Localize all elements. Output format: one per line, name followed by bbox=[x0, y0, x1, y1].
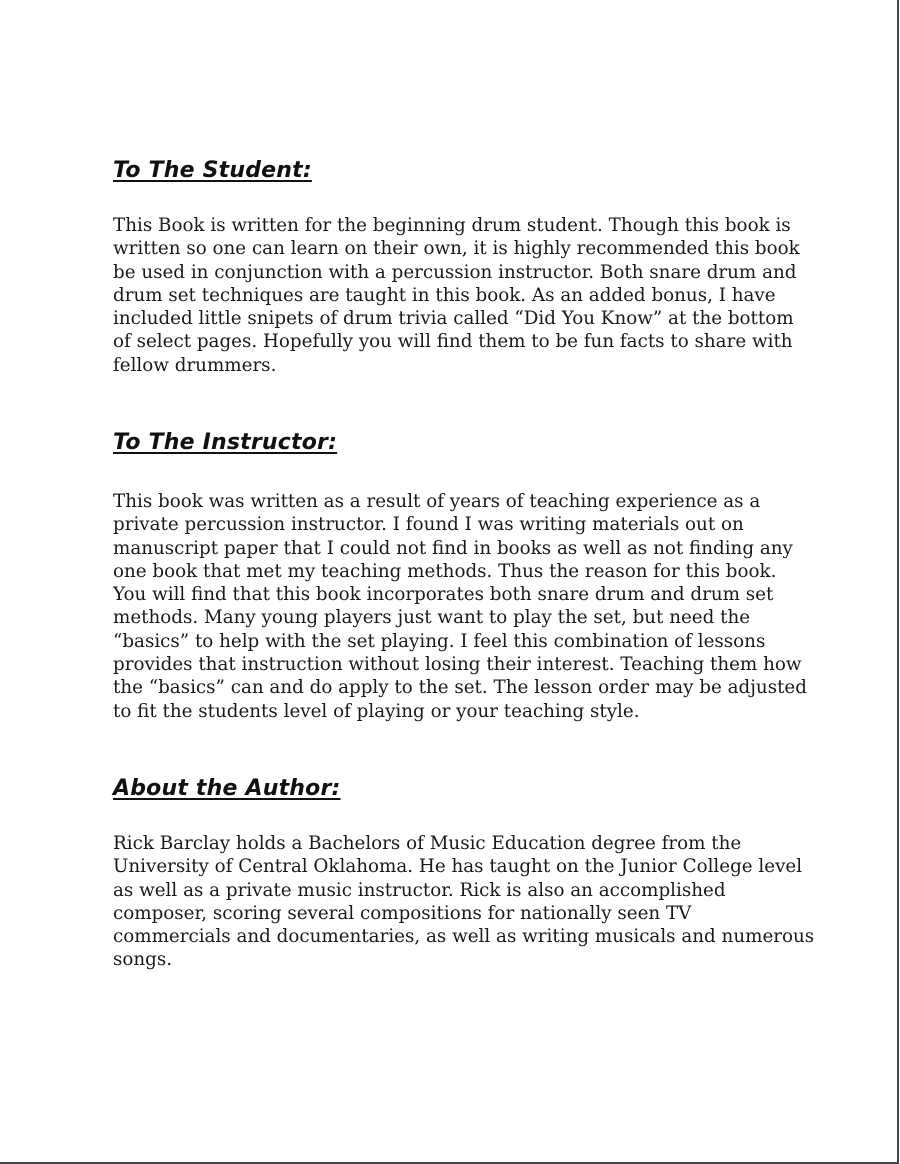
section-heading-author: About the Author: bbox=[113, 776, 341, 801]
paragraph-line: as well as a private music instructor. Rick is also an accomplished bbox=[113, 879, 726, 901]
paragraph-line: one book that met my teaching methods. Thus the reason for this book. bbox=[113, 560, 777, 582]
paragraph-line: of select pages. Hopefully you will find them to be fun facts to share with bbox=[113, 331, 793, 353]
paragraph-line: This book was written as a result of years of teaching experience as a bbox=[113, 491, 761, 512]
paragraph-line: Rick Barclay holds a Bachelors of Music Education degree from the bbox=[113, 833, 742, 854]
paragraph-line: provides that instruction without losing their interest. Teaching them how bbox=[113, 654, 802, 676]
paragraph-line: songs. bbox=[113, 949, 173, 971]
paragraph-line: fellow drummers. bbox=[113, 354, 277, 376]
paragraph-line: methods. Many young players just want to play the set, but need the bbox=[113, 607, 751, 629]
paragraph-line: included little snipets of drum trivia called “Did You Know” at the bottom bbox=[113, 308, 794, 330]
section-heading-student: To The Student: bbox=[113, 158, 312, 183]
paragraph-line: You will find that this book incorporates both snare drum and drum set bbox=[113, 584, 774, 606]
section-heading-instructor: To The Instructor: bbox=[113, 430, 338, 455]
paragraph-line: to fit the students level of playing or your teaching style. bbox=[113, 700, 640, 722]
section-paragraph-instructor bbox=[113, 490, 807, 723]
paragraph-line: “basics” to help with the set playing. I feel this combination of lessons bbox=[113, 630, 766, 652]
paragraph-line: manuscript paper that I could not find in books as well as not finding any bbox=[113, 537, 793, 559]
paragraph-line: be used in conjunction with a percussion instructor. Both snare drum and bbox=[113, 261, 797, 283]
paragraph-line: private percussion instructor. I found I was writing materials out on bbox=[113, 514, 744, 536]
paragraph-line: This Book is written for the beginning drum student. Though this book is bbox=[113, 215, 791, 236]
section-paragraph-student bbox=[113, 214, 800, 377]
paragraph-line: commercials and documentaries, as well as writing musicals and numerous bbox=[113, 926, 815, 948]
paragraph-line: University of Central Oklahoma. He has taught on the Junior College level bbox=[113, 856, 803, 878]
paragraph-line: composer, scoring several compositions for nationally seen TV bbox=[113, 902, 692, 924]
section-paragraph-author bbox=[113, 832, 814, 972]
paragraph-line: the “basics” can and do apply to the set. The lesson order may be adjusted bbox=[113, 677, 807, 699]
paragraph-line: written so one can learn on their own, it is highly recommended this book bbox=[113, 238, 800, 260]
paragraph-line: drum set techniques are taught in this book. As an added bonus, I have bbox=[113, 284, 776, 306]
